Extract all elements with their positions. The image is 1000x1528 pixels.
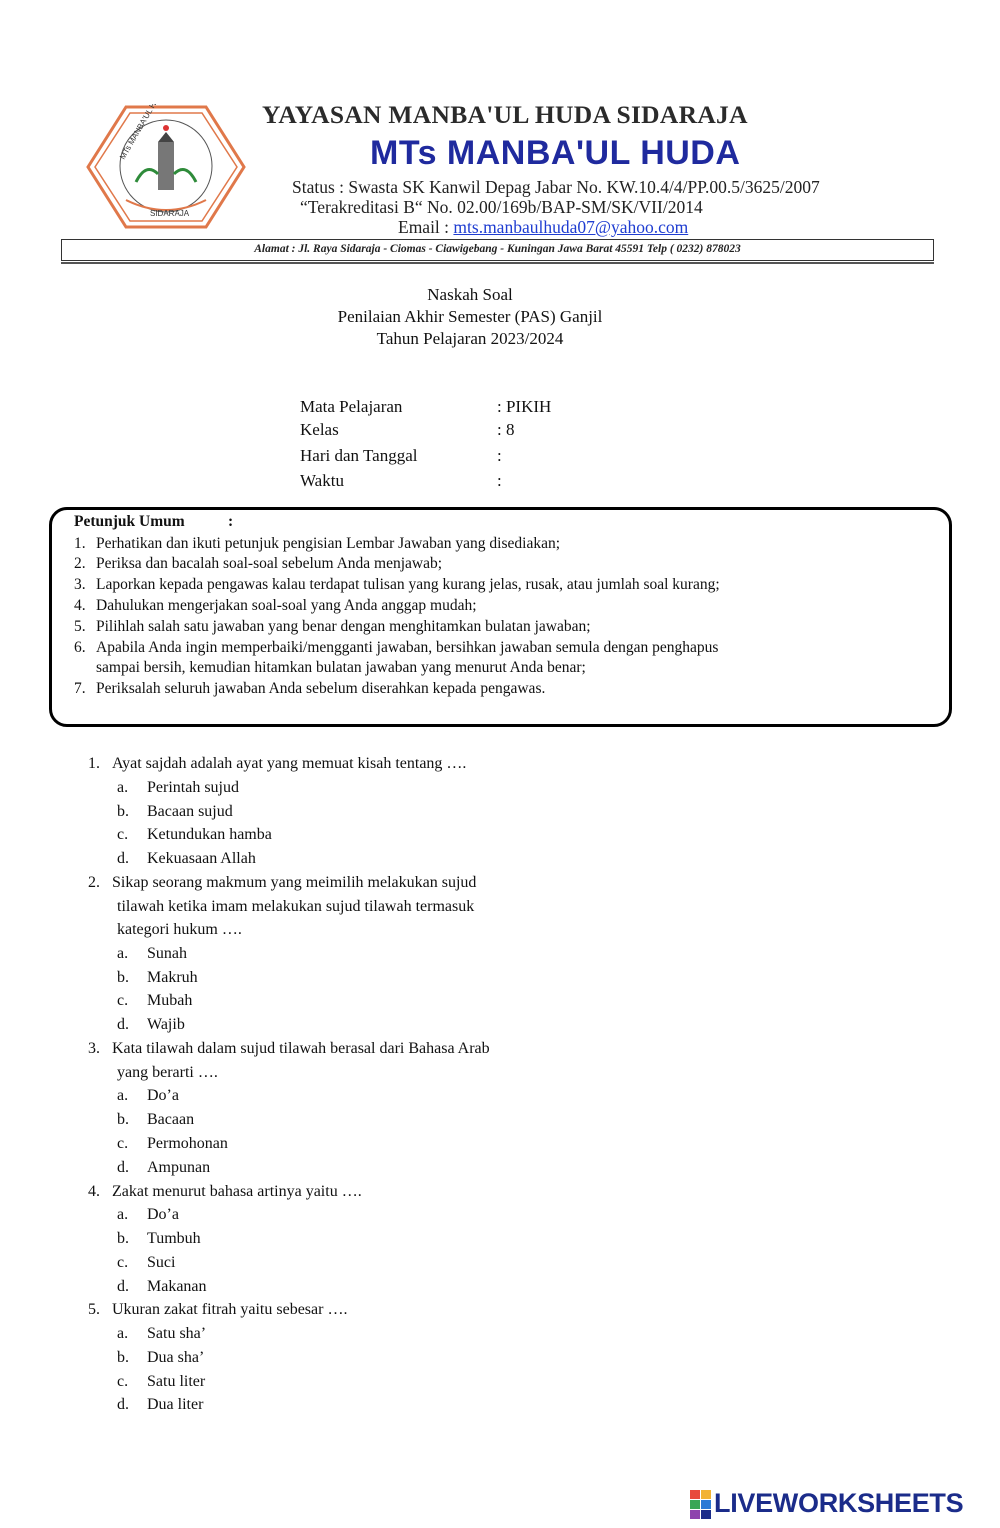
option-letter: c. — [117, 826, 129, 843]
option-letter: a. — [117, 779, 129, 796]
instruction-number: 6. — [74, 639, 86, 656]
email-label: Email : — [398, 217, 454, 237]
instruction-number: 5. — [74, 618, 86, 635]
option-letter: d. — [117, 1016, 129, 1033]
option-letter: d. — [117, 1396, 129, 1413]
question-text: Ukuran zakat fitrah yaitu sebesar …. — [112, 1301, 348, 1318]
question-number: 3. — [88, 1040, 100, 1057]
instruction-text: Laporkan kepada pengawas kalau terdapat tulisan yang kurang jelas, rusak, atau jumlah soal kurang; — [96, 576, 720, 593]
question-text: Ayat sajdah adalah ayat yang memuat kisah tentang …. — [112, 755, 467, 772]
liveworksheets-text: LIVEWORKSHEETS — [714, 1488, 964, 1518]
option-letter: c. — [117, 1254, 129, 1271]
info-label: Waktu — [300, 471, 344, 490]
option-letter: a. — [117, 945, 129, 962]
question-text: Sikap seorang makmum yang meimilih melakukan sujud — [112, 874, 477, 891]
question-number: 1. — [88, 755, 100, 772]
option-letter: d. — [117, 1278, 129, 1295]
option-letter: b. — [117, 803, 129, 820]
info-value: : — [497, 446, 502, 465]
instruction-text: Perhatikan dan ikuti petunjuk pengisian Lembar Jawaban yang disediakan; — [96, 535, 561, 552]
option-text[interactable]: Makanan — [147, 1278, 207, 1295]
option-text[interactable]: Makruh — [147, 969, 198, 986]
school-logo — [86, 104, 246, 230]
option-letter: a. — [117, 1325, 129, 1342]
option-text[interactable]: Bacaan sujud — [147, 803, 233, 820]
option-text[interactable]: Wajib — [147, 1016, 185, 1033]
question-text: Kata tilawah dalam sujud tilawah berasal dari Bahasa Arab — [112, 1040, 490, 1057]
instruction-text: Dahulukan mengerjakan soal-soal yang Anda anggap mudah; — [96, 597, 477, 614]
option-letter: c. — [117, 1135, 129, 1152]
instruction-text: Periksa dan bacalah soal-soal sebelum Anda menjawab; — [96, 555, 443, 572]
option-text[interactable]: Suci — [147, 1254, 176, 1271]
option-text[interactable]: Satu sha’ — [147, 1325, 207, 1342]
title-line-2: Penilaian Akhir Semester (PAS) Ganjil — [337, 307, 603, 326]
option-letter: a. — [117, 1206, 129, 1223]
instruction-number: 1. — [74, 535, 86, 552]
email-line — [398, 217, 688, 238]
info-label: Hari dan Tanggal — [300, 446, 418, 465]
question-text: Zakat menurut bahasa artinya yaitu …. — [112, 1183, 362, 1200]
option-letter: a. — [117, 1087, 129, 1104]
option-letter: c. — [117, 992, 129, 1009]
option-letter: b. — [117, 969, 129, 986]
header-divider — [61, 262, 934, 264]
question-number: 4. — [88, 1183, 100, 1200]
option-text[interactable]: Do’a — [147, 1206, 179, 1223]
instruction-text: Apabila Anda ingin memperbaiki/mengganti jawaban, bersihkan jawaban semula dengan penghapus — [96, 639, 719, 656]
info-value: : 8 — [497, 420, 515, 439]
option-text[interactable]: Bacaan — [147, 1111, 195, 1128]
instructions-colon: : — [228, 513, 234, 530]
title-line-1: Naskah Soal — [427, 285, 513, 304]
option-text[interactable]: Tumbuh — [147, 1230, 201, 1247]
question-text-continued: kategori hukum …. — [117, 921, 242, 938]
info-label: Mata Pelajaran — [300, 397, 403, 416]
option-text[interactable]: Dua sha’ — [147, 1349, 205, 1366]
question-text-continued: yang berarti …. — [117, 1064, 218, 1081]
instruction-number: 4. — [74, 597, 86, 614]
instruction-number: 2. — [74, 555, 86, 572]
option-letter: b. — [117, 1111, 129, 1128]
foundation-name: YAYASAN MANBA'UL HUDA SIDARAJA — [262, 100, 748, 129]
instruction-number: 7. — [74, 680, 86, 697]
option-text[interactable]: Satu liter — [147, 1373, 206, 1390]
instruction-text: Periksalah seluruh jawaban Anda sebelum diserahkan kepada pengawas. — [96, 680, 546, 697]
option-letter: b. — [117, 1230, 129, 1247]
option-letter: b. — [117, 1349, 129, 1366]
option-text[interactable]: Ampunan — [147, 1159, 211, 1176]
school-status: Status : Swasta SK Kanwil Depag Jabar No. KW.10.4/4/PP.00.5/3625/2007 — [292, 177, 820, 197]
option-text[interactable]: Ketundukan hamba — [147, 826, 272, 843]
logo-text-bottom: SIDARAJA — [150, 209, 190, 218]
option-text[interactable]: Do’a — [147, 1087, 179, 1104]
option-text[interactable]: Dua liter — [147, 1396, 204, 1413]
instructions-heading: Petunjuk Umum — [74, 513, 185, 530]
option-letter: d. — [117, 850, 129, 867]
logo-text-top: MTs MANBA'UL — [117, 107, 155, 161]
email-link[interactable]: mts.manbaulhuda07@yahoo.com — [453, 217, 689, 237]
option-text[interactable]: Mubah — [147, 992, 193, 1009]
option-text[interactable]: Kekuasaan Allah — [147, 850, 256, 867]
title-line-3: Tahun Pelajaran 2023/2024 — [376, 329, 564, 348]
info-value: : — [497, 471, 502, 490]
option-letter: d. — [117, 1159, 129, 1176]
question-number: 5. — [88, 1301, 100, 1318]
option-letter: c. — [117, 1373, 129, 1390]
accreditation: “Terakreditasi B“ No. 02.00/169b/BAP-SM/SK/VII/2014 — [300, 197, 703, 217]
info-value: : PIKIH — [497, 397, 552, 416]
option-text[interactable]: Permohonan — [147, 1135, 228, 1152]
instruction-text: Pilihlah salah satu jawaban yang benar dengan menghitamkan bulatan jawaban; — [96, 618, 591, 635]
school-name: MTs MANBA'UL HUDA — [370, 134, 741, 172]
liveworksheets-watermark — [690, 1488, 990, 1522]
address-bar: Alamat : Jl. Raya Sidaraja - Ciomas - Ciawigebang - Kuningan Jawa Barat 45591 Telp ( 0232) 878023 — [61, 239, 934, 261]
instruction-text-continued: sampai bersih, kemudian hitamkan bulatan jawaban yang menurut Anda benar; — [96, 659, 586, 676]
instruction-number: 3. — [74, 576, 86, 593]
question-text-continued: tilawah ketika imam melakukan sujud tilawah termasuk — [117, 898, 475, 915]
option-text[interactable]: Perintah sujud — [147, 779, 239, 796]
info-label: Kelas — [300, 420, 339, 439]
option-text[interactable]: Sunah — [147, 945, 187, 962]
question-number: 2. — [88, 874, 100, 891]
liveworksheets-logo-icon — [690, 1490, 712, 1520]
